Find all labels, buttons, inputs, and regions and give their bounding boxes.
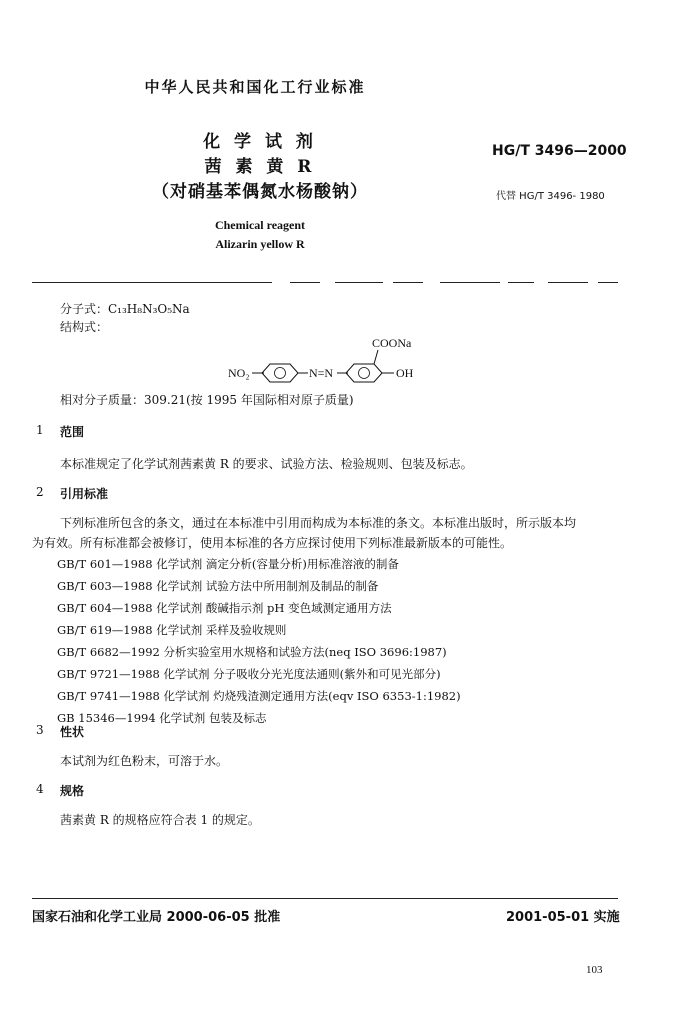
standard-code: HG/T 3496—2000 [492, 143, 627, 159]
section-3-number: 3 [36, 723, 44, 737]
reference-item: GB/T 604—1988 化学试剂 酸碱指示剂 pH 变色域测定通用方法 [57, 601, 392, 615]
section-3-title: 性状 [60, 725, 85, 739]
benzene-ring-left [262, 364, 298, 382]
section-1-number: 1 [36, 423, 44, 437]
reference-item: GB 15346—1994 化学试剂 包装及标志 [57, 711, 267, 725]
section-1-title: 范围 [60, 425, 85, 439]
reference-item: GB/T 619—1988 化学试剂 采样及验收规则 [57, 623, 287, 637]
title-en-line2: Alizarin yellow R [215, 237, 305, 251]
reference-item: GB/T 9721—1988 化学试剂 分子吸收分光光度法通则(紫外和可见光部分) [57, 667, 441, 681]
section-2-title: 引用标准 [60, 487, 109, 501]
issuing-body-header: 中华人民共和国化工行业标准 [144, 78, 366, 96]
struct-hydroxyl-group: OH [396, 366, 414, 380]
footer-divider [32, 898, 618, 899]
title-en-line1: Chemical reagent [214, 218, 306, 232]
section-4-body: 茜素黄 R 的规格应符合表 1 的规定。 [60, 813, 260, 827]
section-4-number: 4 [36, 782, 44, 796]
title-cn-line1: 化 学 试 剂 [203, 132, 317, 152]
section-3-body: 本试剂为红色粉末，可溶于水。 [60, 754, 229, 768]
reference-item: GB/T 9741—1988 化学试剂 灼烧残渣测定通用方法(eqv ISO 6353-1:1982) [57, 689, 461, 703]
section-2-body-line1: 下列标准所包含的条文，通过在本标准中引用而构成为本标准的条文。本标准出版时，所示版本均 [60, 516, 577, 530]
molecular-formula: 分子式：C₁₃H₈N₃O₅Na [60, 302, 190, 316]
section-1-body: 本标准规定了化学试剂茜素黄 R 的要求、试验方法、检验规则、包装及标志。 [60, 457, 473, 471]
section-2-body-line2: 为有效。所有标准都会被修订，使用本标准的各方应探讨使用下列标准最新版本的可能性。 [32, 536, 513, 550]
replaces-standard: 代替 HG/T 3496- 1980 [496, 191, 605, 202]
section-2-number: 2 [36, 485, 44, 499]
molecular-mass: 相对分子质量：309.21(按 1995 年国际相对原子质量) [60, 393, 354, 407]
title-cn-line3: （对硝基苯偶氮水杨酸钠） [152, 182, 368, 202]
section-4-title: 规格 [60, 784, 85, 798]
reference-item: GB/T 6682—1992 分析实验室用水规格和试验方法(neq ISO 3696:1987) [57, 645, 447, 659]
implementation-date: 2001-05-01 实施 [506, 910, 620, 925]
struct-azo-link: N=N [309, 366, 334, 380]
struct-carboxylate-group: COONa [372, 336, 412, 350]
benzene-ring-right [346, 364, 382, 382]
title-cn-line2: 茜 素 黄 R [204, 157, 316, 177]
structure-label: 结构式： [60, 320, 109, 334]
approval-statement: 国家石油和化学工业局 2000-06-05 批准 [32, 910, 281, 925]
page-number: 103 [586, 964, 603, 976]
structural-formula-diagram [220, 330, 440, 388]
struct-nitro-group: NO₂ [228, 366, 250, 380]
reference-item: GB/T 601—1988 化学试剂 滴定分析(容量分析)用标准溶液的制备 [57, 557, 399, 571]
reference-item: GB/T 603—1988 化学试剂 试验方法中所用制剂及制品的制备 [57, 579, 379, 593]
